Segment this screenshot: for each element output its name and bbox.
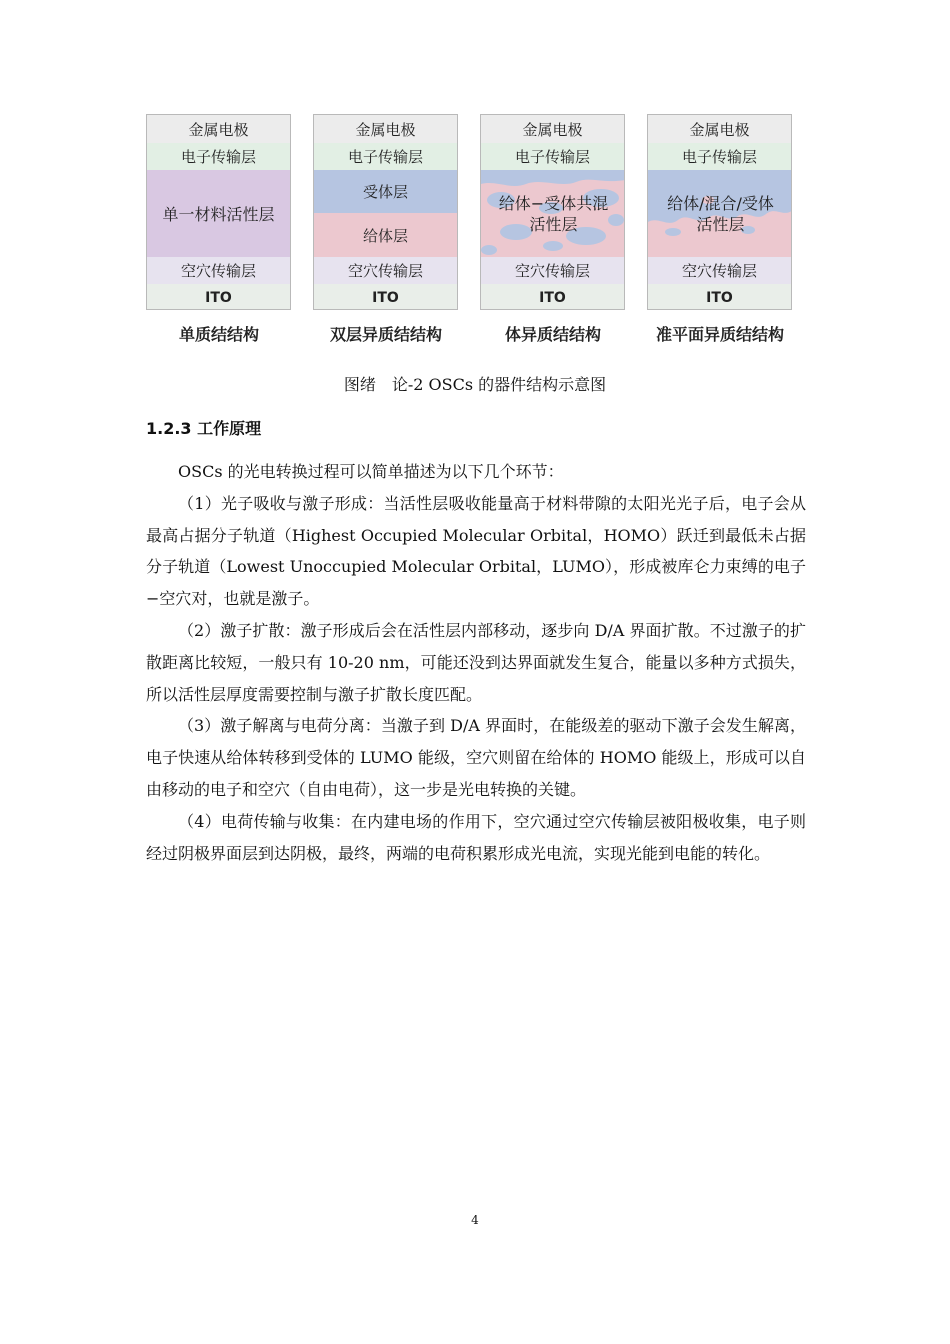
- hole-transport-layer: 空穴传输层: [481, 257, 624, 284]
- body-text: [146, 456, 806, 869]
- structure-label-bilayer: 双层异质结结构: [329, 325, 442, 344]
- hole-transport-layer: 空穴传输层: [147, 257, 290, 284]
- donor-layer: 给体层: [314, 213, 457, 257]
- paragraph: （2）激子扩散：激子形成后会在活性层内部移动，逐步向 D/A 界面扩散。不过激子的扩散距离比较短，一般只有 10-20 nm，可能还没到达界面就发生复合，能量以多种方式损失，所以活性层厚度需要控制与激子扩散长度匹配。: [146, 620, 806, 704]
- metal-electrode-layer: 金属电极: [147, 115, 290, 143]
- paragraph: OSCs 的光电转换过程可以简单描述为以下几个环节：: [178, 462, 564, 481]
- figure-caption: 图绪 论-2 OSCs 的器件结构示意图: [343, 375, 607, 394]
- quasi-planar-stack: [647, 114, 792, 310]
- section-heading: 1.2.3 工作原理: [146, 419, 262, 438]
- mixed-label-line1: 给体/混合/受体: [667, 193, 774, 213]
- electron-transport-layer: 电子传输层: [481, 143, 624, 170]
- ito-layer: ITO: [481, 284, 624, 310]
- mixed-label-line2: 活性层: [696, 214, 745, 234]
- ito-layer: ITO: [147, 284, 290, 310]
- electron-transport-layer: 电子传输层: [648, 143, 791, 170]
- page-number: 4: [471, 1213, 479, 1227]
- mixed-active-label: [648, 170, 792, 257]
- structure-label-bulk: 体异质结结构: [504, 325, 601, 344]
- structure-label-quasi-planar: 准平面异质结结构: [655, 325, 784, 344]
- bulk-heterojunction-stack: [480, 114, 625, 310]
- hole-transport-layer: 空穴传输层: [648, 257, 791, 284]
- blend-label-line2: 活性层: [529, 214, 578, 234]
- paragraph: （1）光子吸收与激子形成：当活性层吸收能量高于材料带隙的太阳光光子后，电子会从最高占据分子轨道（Highest Occupied Molecular Orbital，HOMO）跃迁到最低未占据分子轨道（Lowest Unoccupied Molecular Orbital，LUMO），形成被库仑力束缚的电子−空穴对，也就是激子。: [146, 493, 806, 609]
- device-structure-figure: [146, 114, 796, 354]
- paragraph: （4）电荷传输与收集：在内建电场的作用下，空穴通过空穴传输层被阳极收集，电子则经过阴极界面层到达阴极，最终，两端的电荷积累形成光电流，实现光能到电能的转化。: [146, 811, 806, 863]
- blend-label-line1: 给体−受体共混: [498, 193, 609, 213]
- blend-active-label: [481, 170, 625, 257]
- hole-transport-layer: 空穴传输层: [314, 257, 457, 284]
- bilayer-stack: [313, 114, 458, 310]
- ito-layer: ITO: [314, 284, 457, 310]
- electron-transport-layer: 电子传输层: [314, 143, 457, 170]
- single-active-layer: 单一材料活性层: [147, 170, 290, 257]
- single-layer-stack: [146, 114, 291, 310]
- metal-electrode-layer: 金属电极: [648, 115, 791, 143]
- metal-electrode-layer: 金属电极: [481, 115, 624, 143]
- acceptor-layer: 受体层: [314, 170, 457, 213]
- structure-label-single: 单质结结构: [178, 325, 259, 344]
- metal-electrode-layer: 金属电极: [314, 115, 457, 143]
- electron-transport-layer: 电子传输层: [147, 143, 290, 170]
- ito-layer: ITO: [648, 284, 791, 310]
- paragraph: （3）激子解离与电荷分离：当激子到 D/A 界面时，在能级差的驱动下激子会发生解离，电子快速从给体转移到受体的 LUMO 能级，空穴则留在给体的 HOMO 能级上，形成可以自由移动的电子和空穴（自由电荷），这一步是光电转换的关键。: [146, 716, 806, 799]
